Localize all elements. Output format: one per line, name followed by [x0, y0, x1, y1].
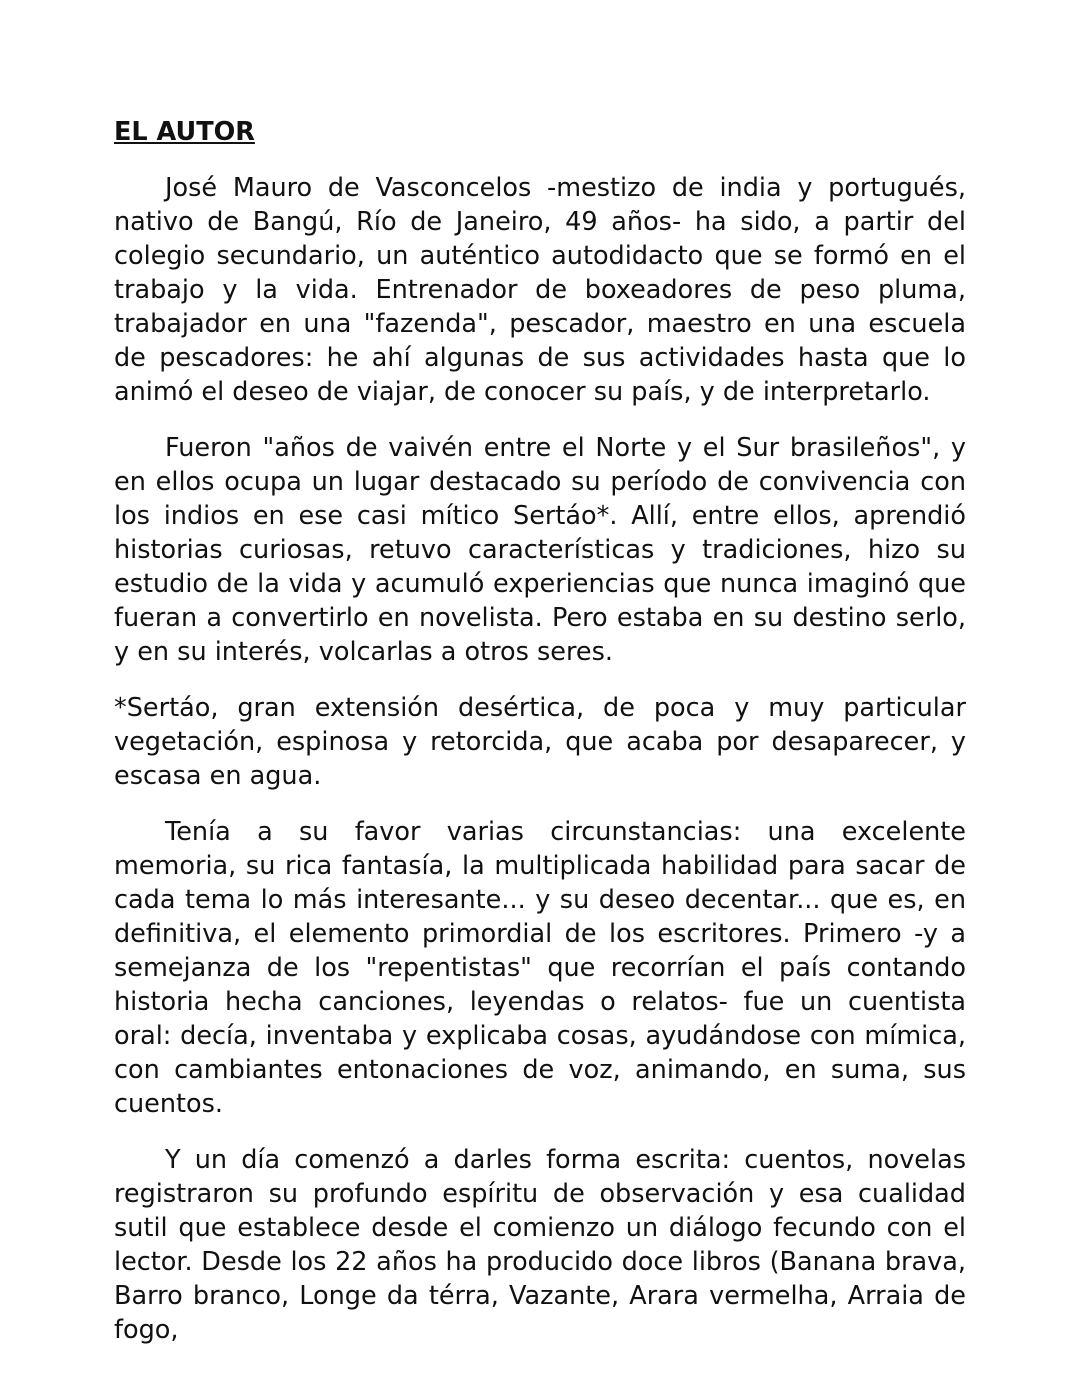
paragraph-writing: Y un día comenzó a darles forma escrita: cuentos, novelas registraron su profundo espíritu de observación y esa cualidad sutil que establece desde el comienzo un diálogo fecundo con el lector. Desde los 22 años ha producido doce libros (Banana brava, Barro branco, Longe da térra, Vazante, Arara vermelha, Arraia de fogo,	[114, 1145, 966, 1345]
document-page	[114, 112, 966, 1369]
paragraph-footnote: *Sertáo, gran extensión desértica, de poca y muy particular vegetación, espinosa y retorcida, que acaba por desaparecer, y escasa en agua.	[114, 693, 966, 791]
paragraph-circumstances: Tenía a su favor varias circunstancias: una excelente memoria, su rica fantasía, la multiplicada habilidad para sacar de cada tema lo más interesante... y su deseo decentar... que es, en definitiva, el elemento primordial de los escritores. Primero -y a semejanza de los "repentistas" que recorrían el país contando historia hecha canciones, leyendas o relatos- fue un cuentista oral: decía, inventaba y explicaba cosas, ayudándose con mímica, con cambiantes entonaciones de voz, animando, en suma, sus cuentos.	[114, 817, 966, 1119]
paragraph-travels: Fueron "años de vaivén entre el Norte y el Sur brasileños", y en ellos ocupa un lugar destacado su período de convivencia con los indios en ese casi mítico Sertáo*. Allí, entre ellos, aprendió historias curiosas, retuvo características y tradiciones, hizo su estudio de la vida y acumuló experiencias que nunca imaginó que fueran a convertirlo en novelista. Pero estaba en su destino serlo, y en su interés, volcarlas a otros seres.	[114, 433, 966, 667]
section-heading: EL AUTOR	[114, 117, 255, 147]
paragraph-biography: José Mauro de Vasconcelos -mestizo de india y portugués, nativo de Bangú, Río de Janeiro, 49 años- ha sido, a partir del colegio secundario, un auténtico autodidacto que se formó en el trabajo y la vida. Entrenador de boxeadores de peso pluma, trabajador en una "fazenda", pescador, maestro en una escuela de pescadores: he ahí algunas de sus actividades hasta que lo animó el deseo de viajar, de conocer su país, y de interpretarlo.	[114, 173, 966, 407]
